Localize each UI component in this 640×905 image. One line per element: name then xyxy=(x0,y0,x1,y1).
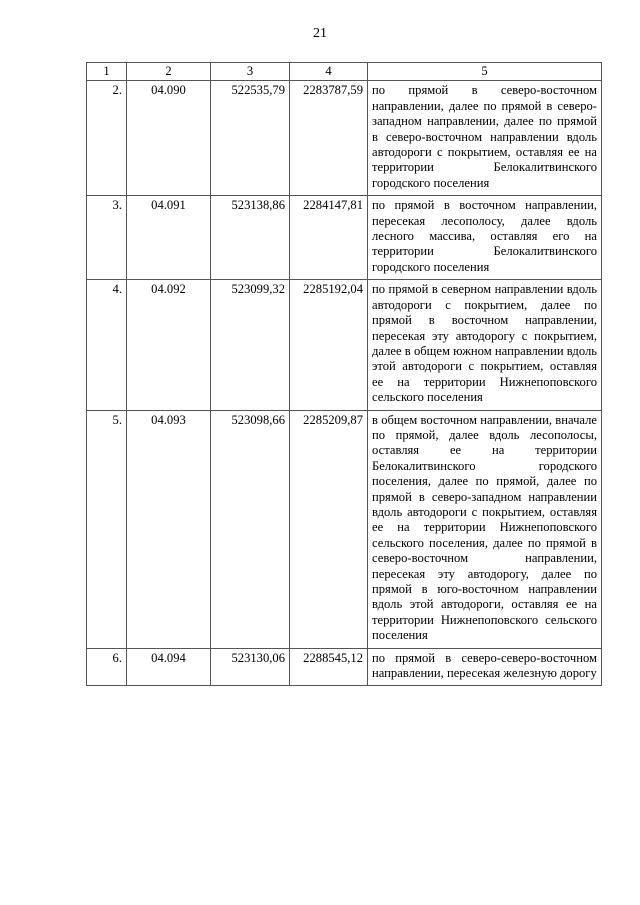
coord-x: 523130,06 xyxy=(211,648,290,686)
boundary-description: в общем восточном направлении, вначале по прямой, далее вдоль лесополосы, оставляя ее на территории Белокалитвинского городского поселения, далее по прямой, далее по прямой в северо-западном направлении вдоль автодороги с покрытием, оставляя ее на территории Нижнепоповского сельского поселения, далее по прямой в северо-восточном направлении, пересекая эту автодорогу, далее по прямой в юго-восточном направлении вдоль этой автодороги, оставляя ее на территории Нижнепоповского сельского поселения xyxy=(368,410,602,648)
point-code: 04.091 xyxy=(127,196,211,280)
coord-x: 523099,32 xyxy=(211,280,290,410)
coord-x: 522535,79 xyxy=(211,81,290,196)
coord-y: 2285192,04 xyxy=(290,280,368,410)
coord-y: 2288545,12 xyxy=(290,648,368,686)
point-code: 04.094 xyxy=(127,648,211,686)
point-code: 04.090 xyxy=(127,81,211,196)
coord-y: 2283787,59 xyxy=(290,81,368,196)
header-col-1: 1 xyxy=(87,63,127,81)
table-body xyxy=(87,81,602,686)
table-row xyxy=(87,648,602,686)
row-number: 3. xyxy=(87,196,127,280)
table-row xyxy=(87,410,602,648)
coord-y: 2285209,87 xyxy=(290,410,368,648)
coord-x: 523098,66 xyxy=(211,410,290,648)
point-code: 04.092 xyxy=(127,280,211,410)
header-col-2: 2 xyxy=(127,63,211,81)
header-col-3: 3 xyxy=(211,63,290,81)
boundary-table xyxy=(86,62,602,686)
boundary-description: по прямой в восточном направлении, пересекая лесополосу, далее вдоль лесного массива, оставляя его на территории Белокалитвинского городского поселения xyxy=(368,196,602,280)
row-number: 5. xyxy=(87,410,127,648)
coord-y: 2284147,81 xyxy=(290,196,368,280)
boundary-description: по прямой в северо-северо-восточном направлении, пересекая железную дорогу xyxy=(368,648,602,686)
header-col-5: 5 xyxy=(368,63,602,81)
row-number: 4. xyxy=(87,280,127,410)
row-number: 2. xyxy=(87,81,127,196)
boundary-description: по прямой в северо-восточном направлении, далее по прямой в северо-западном направлении, далее по прямой в северо-восточном направлении вдоль автодороги с покрытием, оставляя ее на территории Белокалитвинского городского поселения xyxy=(368,81,602,196)
header-row xyxy=(87,63,602,81)
boundary-description: по прямой в северном направлении вдоль автодороги с покрытием, далее по прямой в восточном направлении, пересекая эту автодорогу с покрытием, далее в общем южном направлении вдоль этой автодороги с покрытием, оставляя ее на территории Нижнепоповского сельского поселения xyxy=(368,280,602,410)
table-row xyxy=(87,196,602,280)
table-row xyxy=(87,280,602,410)
row-number: 6. xyxy=(87,648,127,686)
table-header xyxy=(87,63,602,81)
header-col-4: 4 xyxy=(290,63,368,81)
page-number: 21 xyxy=(313,26,327,41)
point-code: 04.093 xyxy=(127,410,211,648)
table-row xyxy=(87,81,602,196)
coord-x: 523138,86 xyxy=(211,196,290,280)
